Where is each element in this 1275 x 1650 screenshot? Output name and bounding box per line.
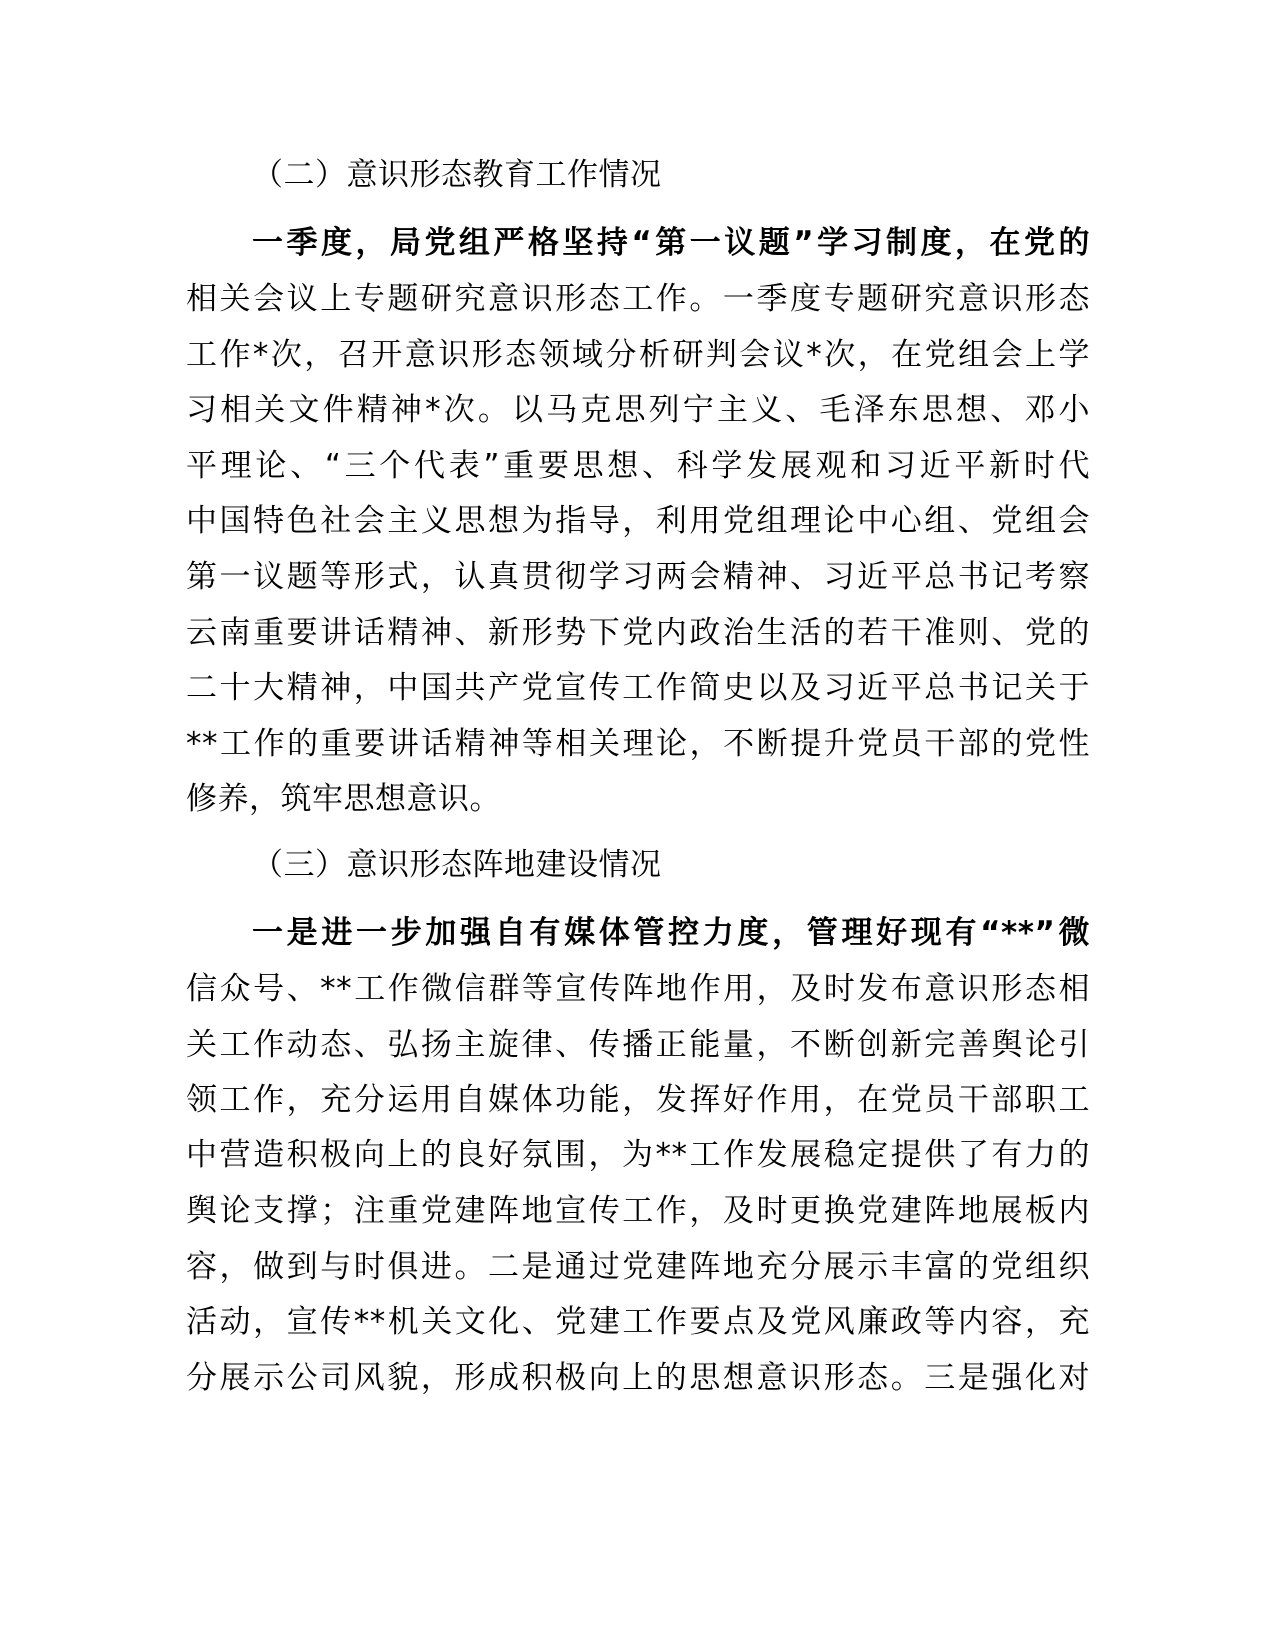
paragraph-line: 容，做到与时俱进。二是通过党建阵地充分展示丰富的党组织	[186, 1249, 1090, 1285]
paragraph-line: 相关会议上专题研究意识形态工作。一季度专题研究意识形态	[186, 281, 1090, 317]
paragraph-line: 舆论支撑；注重党建阵地宣传工作，及时更换党建阵地展板内	[186, 1193, 1090, 1229]
paragraph-line: 修养，筑牢思想意识。	[186, 781, 501, 817]
paragraph-line: 平理论、“三个代表”重要思想、科学发展观和习近平新时代	[186, 448, 1090, 484]
paragraph-line: 领工作，充分运用自媒体功能，发挥好作用，在党员干部职工	[186, 1082, 1090, 1118]
section-heading-3: （三）意识形态阵地建设情况	[252, 847, 662, 883]
paragraph-line: 信众号、**工作微信群等宣传阵地作用，及时发布意识形态相	[186, 971, 1090, 1007]
paragraph-line: 关工作动态、弘扬主旋律、传播正能量，不断创新完善舆论引	[186, 1027, 1090, 1063]
paragraph-line: 习相关文件精神*次。以马克思列宁主义、毛泽东思想、邓小	[186, 392, 1090, 428]
paragraph-line: 一是进一步加强自有媒体管控力度，管理好现有“**”微	[252, 915, 1090, 951]
paragraph-line: 第一议题等形式，认真贯彻学习两会精神、习近平总书记考察	[186, 559, 1090, 595]
paragraph-line: 二十大精神，中国共产党宣传工作简史以及习近平总书记关于	[186, 670, 1090, 706]
paragraph-line: 一季度，局党组严格坚持“第一议题”学习制度，在党的	[252, 225, 1090, 261]
paragraph-line: **工作的重要讲话精神等相关理论，不断提升党员干部的党性	[186, 726, 1090, 762]
paragraph-line: 分展示公司风貌，形成积极向上的思想意识形态。三是强化对	[186, 1360, 1090, 1396]
paragraph-line: 中国特色社会主义思想为指导，利用党组理论中心组、党组会	[186, 503, 1090, 539]
paragraph-line: 中营造积极向上的良好氛围，为**工作发展稳定提供了有力的	[186, 1137, 1090, 1173]
paragraph-line: 工作*次，召开意识形态领域分析研判会议*次，在党组会上学	[186, 337, 1090, 373]
paragraph-line: 云南重要讲话精神、新形势下党内政治生活的若干准则、党的	[186, 615, 1090, 651]
paragraph-line: 活动，宣传**机关文化、党建工作要点及党风廉政等内容，充	[186, 1304, 1090, 1340]
section-heading-2: （二）意识形态教育工作情况	[252, 157, 662, 193]
